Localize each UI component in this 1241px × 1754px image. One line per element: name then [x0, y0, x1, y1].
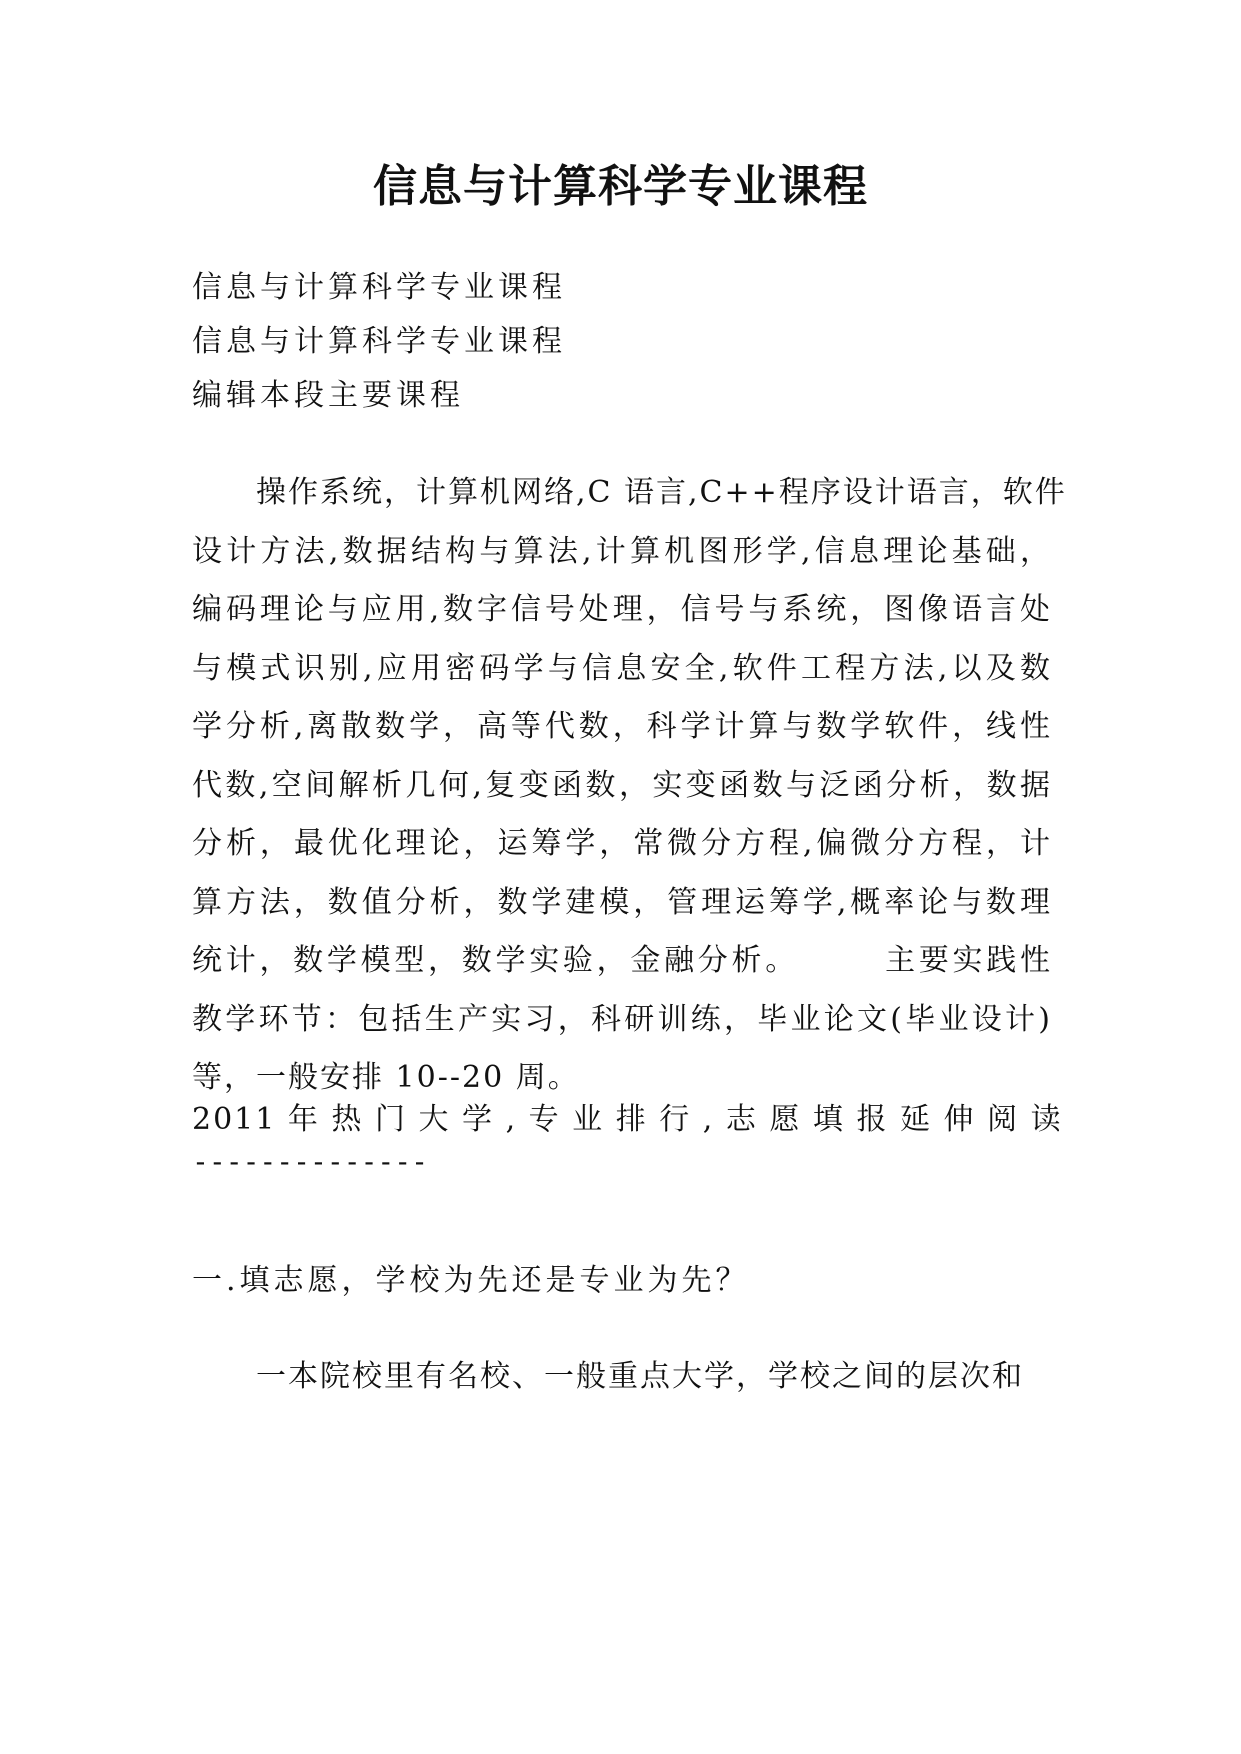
- courses-line: 编码理论与应用,数字信号处理，信号与系统，图像语言处: [192, 592, 1052, 627]
- extended-reading-line: 2011 年 热 门 大 学 , 专 业 排 行 , 志 愿 填 报 延 伸 阅 读: [192, 1102, 1063, 1137]
- courses-line: 等，一般安排 10--20 周。: [192, 1060, 580, 1095]
- courses-line: 算方法，数值分析，数学建模，管理运筹学,概率论与数理: [192, 884, 1052, 920]
- courses-line: 分析，最优化理论，运筹学，常微分方程,偏微分方程，计: [192, 826, 1052, 861]
- courses-line: 与模式识别,应用密码学与信息安全,软件工程方法,以及数: [192, 650, 1052, 686]
- courses-line: 设计方法,数据结构与算法,计算机图形学,信息理论基础，: [192, 533, 1052, 569]
- subtitle-line-1: 信息与计算科学专业课程: [192, 270, 566, 305]
- courses-line: 代数,空间解析几何,复变函数，实变函数与泛函分析，数据: [192, 767, 1052, 803]
- courses-line: 学分析,离散数学，高等代数，科学计算与数学软件，线性: [192, 709, 1052, 744]
- document-title: 信息与计算科学专业课程: [373, 161, 868, 212]
- question-heading: 一.填志愿，学校为先还是专业为先？: [192, 1263, 750, 1298]
- answer-line: 一本院校里有名校、一般重点大学，学校之间的层次和: [256, 1359, 1024, 1394]
- courses-paragraph: [192, 464, 1067, 1108]
- courses-line: 操作系统，计算机网络,C 语言,C++程序设计语言，软件: [256, 475, 1067, 510]
- answer-paragraph: [192, 1348, 1052, 1407]
- courses-line: 教学环节：包括生产实习，科研训练，毕业论文(毕业设计): [192, 1001, 1052, 1037]
- extended-reading-block: [192, 1091, 1063, 1150]
- subtitle-line-2: 信息与计算科学专业课程: [192, 324, 566, 359]
- section-label: 编辑本段主要课程: [192, 378, 464, 413]
- courses-line: 统计，数学模型，数学实验，金融分析。 主要实践性: [192, 943, 1052, 978]
- dash-separator: --------------: [192, 1145, 429, 1178]
